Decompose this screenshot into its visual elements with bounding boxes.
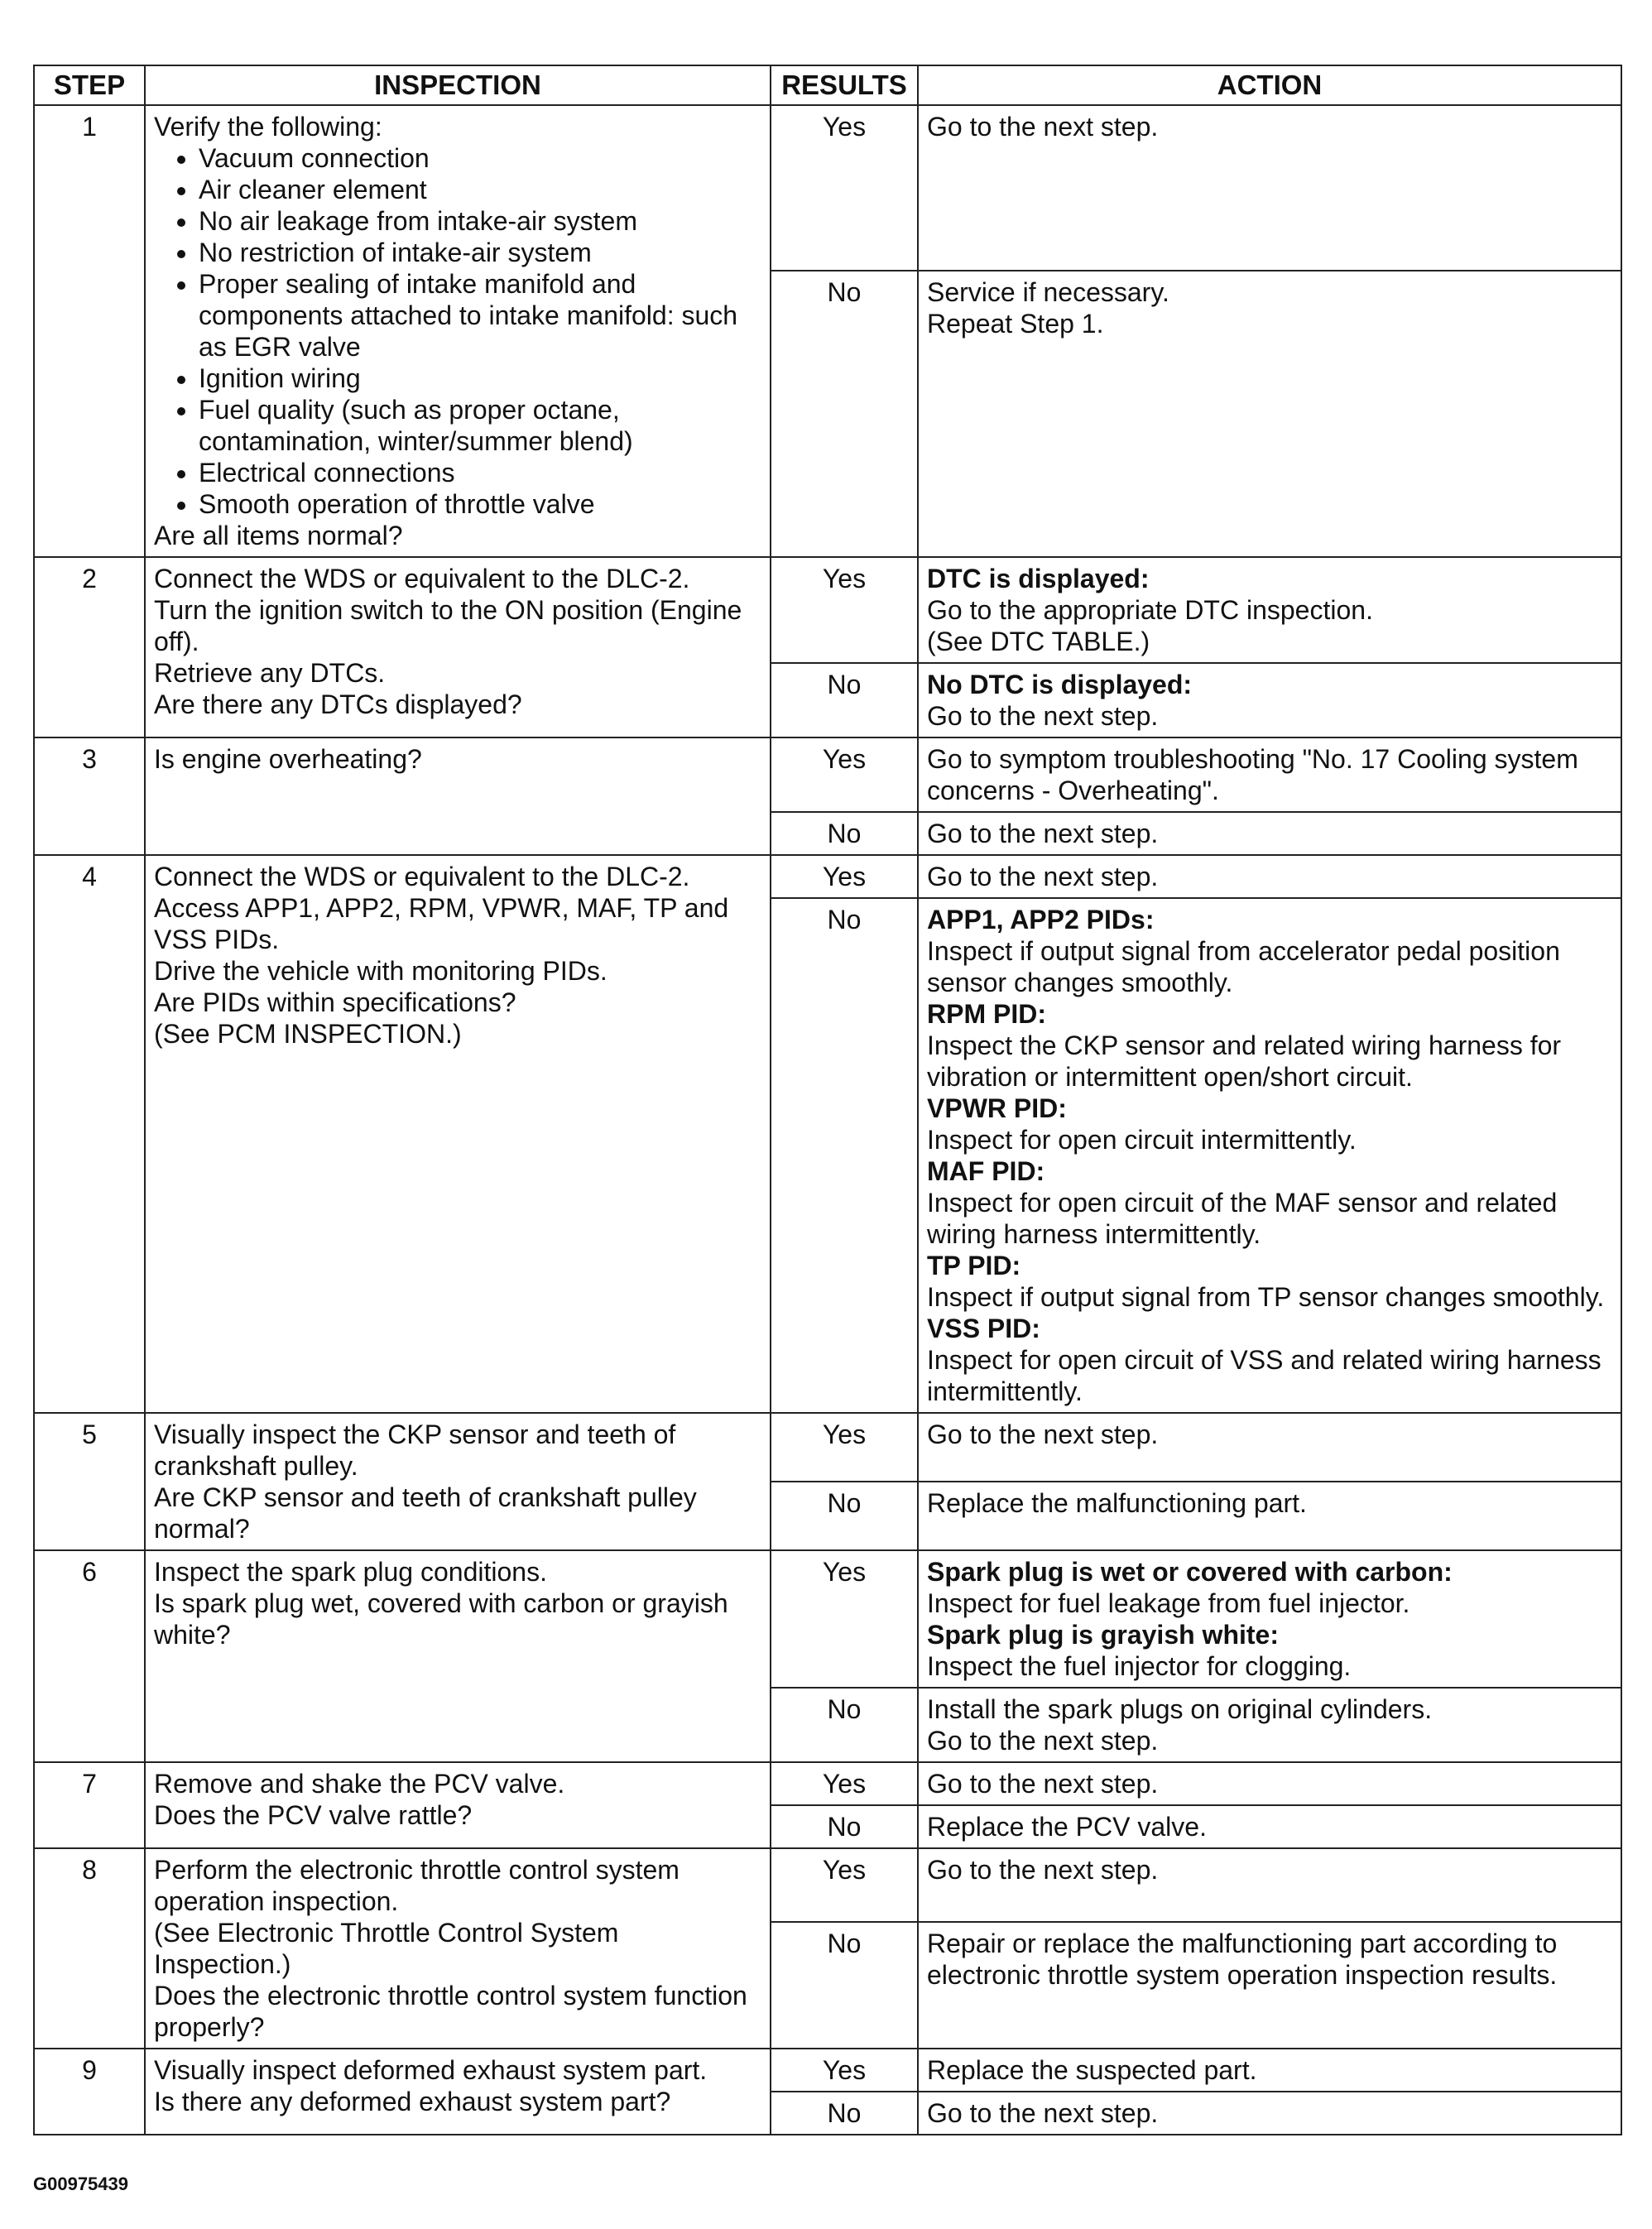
- action-text: Go to the next step.: [927, 112, 1159, 142]
- action-cell: [918, 2092, 1621, 2135]
- inspection-cell: [145, 557, 771, 737]
- result-cell: Yes: [771, 1550, 918, 1688]
- inspection-line: (See Electronic Throttle Control System Inspection.): [154, 1918, 619, 1979]
- inspection-line: Does the PCV valve rattle?: [154, 1800, 473, 1830]
- table-row: [34, 1413, 1621, 1482]
- result-cell: No: [771, 2092, 918, 2135]
- inspection-line: Connect the WDS or equivalent to the DLC-2.: [154, 564, 690, 593]
- action-cell: [918, 812, 1621, 855]
- inspection-intro: Verify the following:: [154, 112, 382, 142]
- table-row: [34, 1762, 1621, 1805]
- figure-id: G00975439: [33, 2174, 128, 2194]
- action-text: (See DTC TABLE.): [927, 627, 1150, 656]
- inspection-cell: [145, 855, 771, 1413]
- header-action: ACTION: [918, 65, 1621, 105]
- inspection-line: Visually inspect the CKP sensor and teeth of crankshaft pulley.: [154, 1420, 676, 1481]
- step-number: 2: [34, 557, 145, 737]
- step-number: 1: [34, 105, 145, 557]
- action-cell: [918, 1688, 1621, 1762]
- action-heading: Spark plug is grayish white:: [927, 1620, 1279, 1650]
- action-text: Service if necessary.: [927, 276, 1169, 307]
- inspection-line: Drive the vehicle with monitoring PIDs.: [154, 956, 607, 986]
- inspection-line: Is spark plug wet, covered with carbon or grayish white?: [154, 1588, 728, 1650]
- action-text: Inspect if output signal from TP sensor changes smoothly.: [927, 1282, 1605, 1312]
- action-heading: VPWR PID:: [927, 1093, 1067, 1123]
- inspection-line: Are CKP sensor and teeth of crankshaft pulley normal?: [154, 1482, 697, 1544]
- action-cell: [918, 1550, 1621, 1688]
- table-row: [34, 1848, 1621, 1922]
- action-cell: [918, 557, 1621, 663]
- result-cell: No: [771, 271, 918, 557]
- inspection-line: Does the electronic throttle control system function properly?: [154, 1981, 747, 2042]
- action-text: Inspect the CKP sensor and related wiring harness for vibration or intermittent open/short circuit.: [927, 1030, 1562, 1092]
- inspection-cell: [145, 1848, 771, 2049]
- action-text: Go to symptom troubleshooting "No. 17 Cooling system concerns - Overheating".: [927, 744, 1578, 805]
- checklist-item: • Fuel quality (such as proper octane, contamination, winter/summer blend): [199, 394, 761, 457]
- header-row: [34, 65, 1621, 105]
- step-number: 3: [34, 737, 145, 855]
- action-heading: Spark plug is wet or covered with carbon:: [927, 1557, 1453, 1587]
- action-text: Inspect for fuel leakage from fuel injector.: [927, 1588, 1410, 1618]
- action-cell: [918, 271, 1621, 557]
- checklist-item: • No restriction of intake-air system: [199, 237, 761, 268]
- result-cell: No: [771, 1482, 918, 1550]
- result-cell: No: [771, 1805, 918, 1848]
- table-row: [34, 1550, 1621, 1688]
- action-text: Inspect the fuel injector for clogging.: [927, 1651, 1352, 1681]
- inspection-cell: [145, 105, 771, 557]
- action-cell: [918, 737, 1621, 812]
- action-text: Replace the PCV valve.: [927, 1812, 1207, 1842]
- action-cell: [918, 1848, 1621, 1922]
- result-cell: No: [771, 663, 918, 737]
- inspection-line: Access APP1, APP2, RPM, VPWR, MAF, TP and VSS PIDs.: [154, 893, 729, 954]
- header-step: STEP: [34, 65, 145, 105]
- inspection-line: Are there any DTCs displayed?: [154, 689, 522, 719]
- inspection-line: Inspect the spark plug conditions.: [154, 1557, 547, 1587]
- table-row: [34, 737, 1621, 812]
- action-heading: APP1, APP2 PIDs:: [927, 905, 1155, 934]
- action-text: Go to the next step.: [927, 1769, 1159, 1799]
- inspection-line: Perform the electronic throttle control system operation inspection.: [154, 1855, 680, 1916]
- result-cell: Yes: [771, 557, 918, 663]
- result-cell: Yes: [771, 1762, 918, 1805]
- action-heading: TP PID:: [927, 1251, 1021, 1280]
- header-inspection: INSPECTION: [145, 65, 771, 105]
- inspection-cell: [145, 2049, 771, 2135]
- result-cell: Yes: [771, 1413, 918, 1482]
- action-cell: [918, 1762, 1621, 1805]
- diagnostic-table: [33, 65, 1622, 2135]
- action-text: Go to the next step.: [927, 862, 1159, 891]
- checklist-item: • Ignition wiring: [199, 363, 761, 394]
- action-cell: [918, 1482, 1621, 1550]
- action-text: Install the spark plugs on original cylinders.: [927, 1694, 1433, 1724]
- inspection-line: Visually inspect deformed exhaust system part.: [154, 2055, 708, 2085]
- inspection-question: Are all items normal?: [154, 521, 403, 550]
- action-text: Go to the next step.: [927, 819, 1159, 848]
- inspection-checklist: [154, 142, 761, 520]
- result-cell: Yes: [771, 1848, 918, 1922]
- action-heading: VSS PID:: [927, 1314, 1040, 1343]
- table-row: [34, 2049, 1621, 2092]
- action-text: Inspect for open circuit intermittently.: [927, 1125, 1357, 1155]
- step-number: 5: [34, 1413, 145, 1550]
- checklist-item: • Air cleaner element: [199, 174, 761, 205]
- action-cell: [918, 1805, 1621, 1848]
- header-results: RESULTS: [771, 65, 918, 105]
- inspection-cell: [145, 1762, 771, 1848]
- checklist-item: • Vacuum connection: [199, 142, 761, 174]
- table-row: [34, 105, 1621, 271]
- action-text: Go to the next step.: [927, 2098, 1159, 2128]
- table-row: [34, 855, 1621, 898]
- table-row: [34, 557, 1621, 663]
- action-heading: DTC is displayed:: [927, 564, 1150, 593]
- action-text: Repeat Step 1.: [927, 308, 1104, 339]
- action-text: Replace the suspected part.: [927, 2055, 1257, 2085]
- result-cell: No: [771, 812, 918, 855]
- action-text: Inspect for open circuit of VSS and related wiring harness intermittently.: [927, 1345, 1602, 1406]
- inspection-cell: [145, 1413, 771, 1550]
- action-heading: No DTC is displayed:: [927, 670, 1193, 699]
- step-number: 4: [34, 855, 145, 1413]
- result-cell: Yes: [771, 737, 918, 812]
- action-cell: [918, 855, 1621, 898]
- action-heading: RPM PID:: [927, 999, 1046, 1029]
- action-cell: [918, 105, 1621, 271]
- action-cell: [918, 1413, 1621, 1482]
- step-number: 9: [34, 2049, 145, 2135]
- result-cell: No: [771, 1922, 918, 2049]
- inspection-line: Is engine overheating?: [154, 744, 422, 774]
- inspection-line: Is there any deformed exhaust system part?: [154, 2087, 671, 2116]
- action-cell: [918, 898, 1621, 1413]
- step-number: 8: [34, 1848, 145, 2049]
- inspection-line: Are PIDs within specifications?: [154, 987, 516, 1017]
- action-cell: [918, 1922, 1621, 2049]
- step-number: 6: [34, 1550, 145, 1762]
- result-cell: Yes: [771, 855, 918, 898]
- inspection-line: Connect the WDS or equivalent to the DLC-2.: [154, 862, 690, 891]
- action-text: Repair or replace the malfunctioning part according to electronic throttle system operation inspection results.: [927, 1928, 1558, 1990]
- checklist-item: • Proper sealing of intake manifold and components attached to intake manifold: such as EGR valve: [199, 268, 761, 363]
- action-text: Go to the next step.: [927, 1855, 1159, 1885]
- action-text: Go to the appropriate DTC inspection.: [927, 595, 1373, 625]
- action-cell: [918, 663, 1621, 737]
- action-text: Go to the next step.: [927, 1726, 1159, 1756]
- action-text: Replace the malfunctioning part.: [927, 1488, 1307, 1518]
- result-cell: No: [771, 1688, 918, 1762]
- action-text: Inspect for open circuit of the MAF sensor and related wiring harness intermittently.: [927, 1188, 1558, 1249]
- step-number: 7: [34, 1762, 145, 1848]
- inspection-line: (See PCM INSPECTION.): [154, 1019, 462, 1049]
- inspection-line: Retrieve any DTCs.: [154, 658, 386, 688]
- action-text: Go to the next step.: [927, 1420, 1159, 1449]
- checklist-item: • Smooth operation of throttle valve: [199, 488, 761, 520]
- action-text: Go to the next step.: [927, 701, 1159, 731]
- checklist-item: • Electrical connections: [199, 457, 761, 488]
- result-cell: No: [771, 898, 918, 1413]
- inspection-cell: [145, 737, 771, 855]
- action-cell: [918, 2049, 1621, 2092]
- result-cell: Yes: [771, 2049, 918, 2092]
- action-heading: MAF PID:: [927, 1156, 1045, 1186]
- result-cell: Yes: [771, 105, 918, 271]
- inspection-cell: [145, 1550, 771, 1762]
- inspection-line: Remove and shake the PCV valve.: [154, 1769, 565, 1799]
- table-body: [34, 105, 1621, 2135]
- action-text: Inspect if output signal from accelerator pedal position sensor changes smoothly.: [927, 936, 1560, 997]
- inspection-line: Turn the ignition switch to the ON position (Engine off).: [154, 595, 742, 656]
- checklist-item: • No air leakage from intake-air system: [199, 205, 761, 237]
